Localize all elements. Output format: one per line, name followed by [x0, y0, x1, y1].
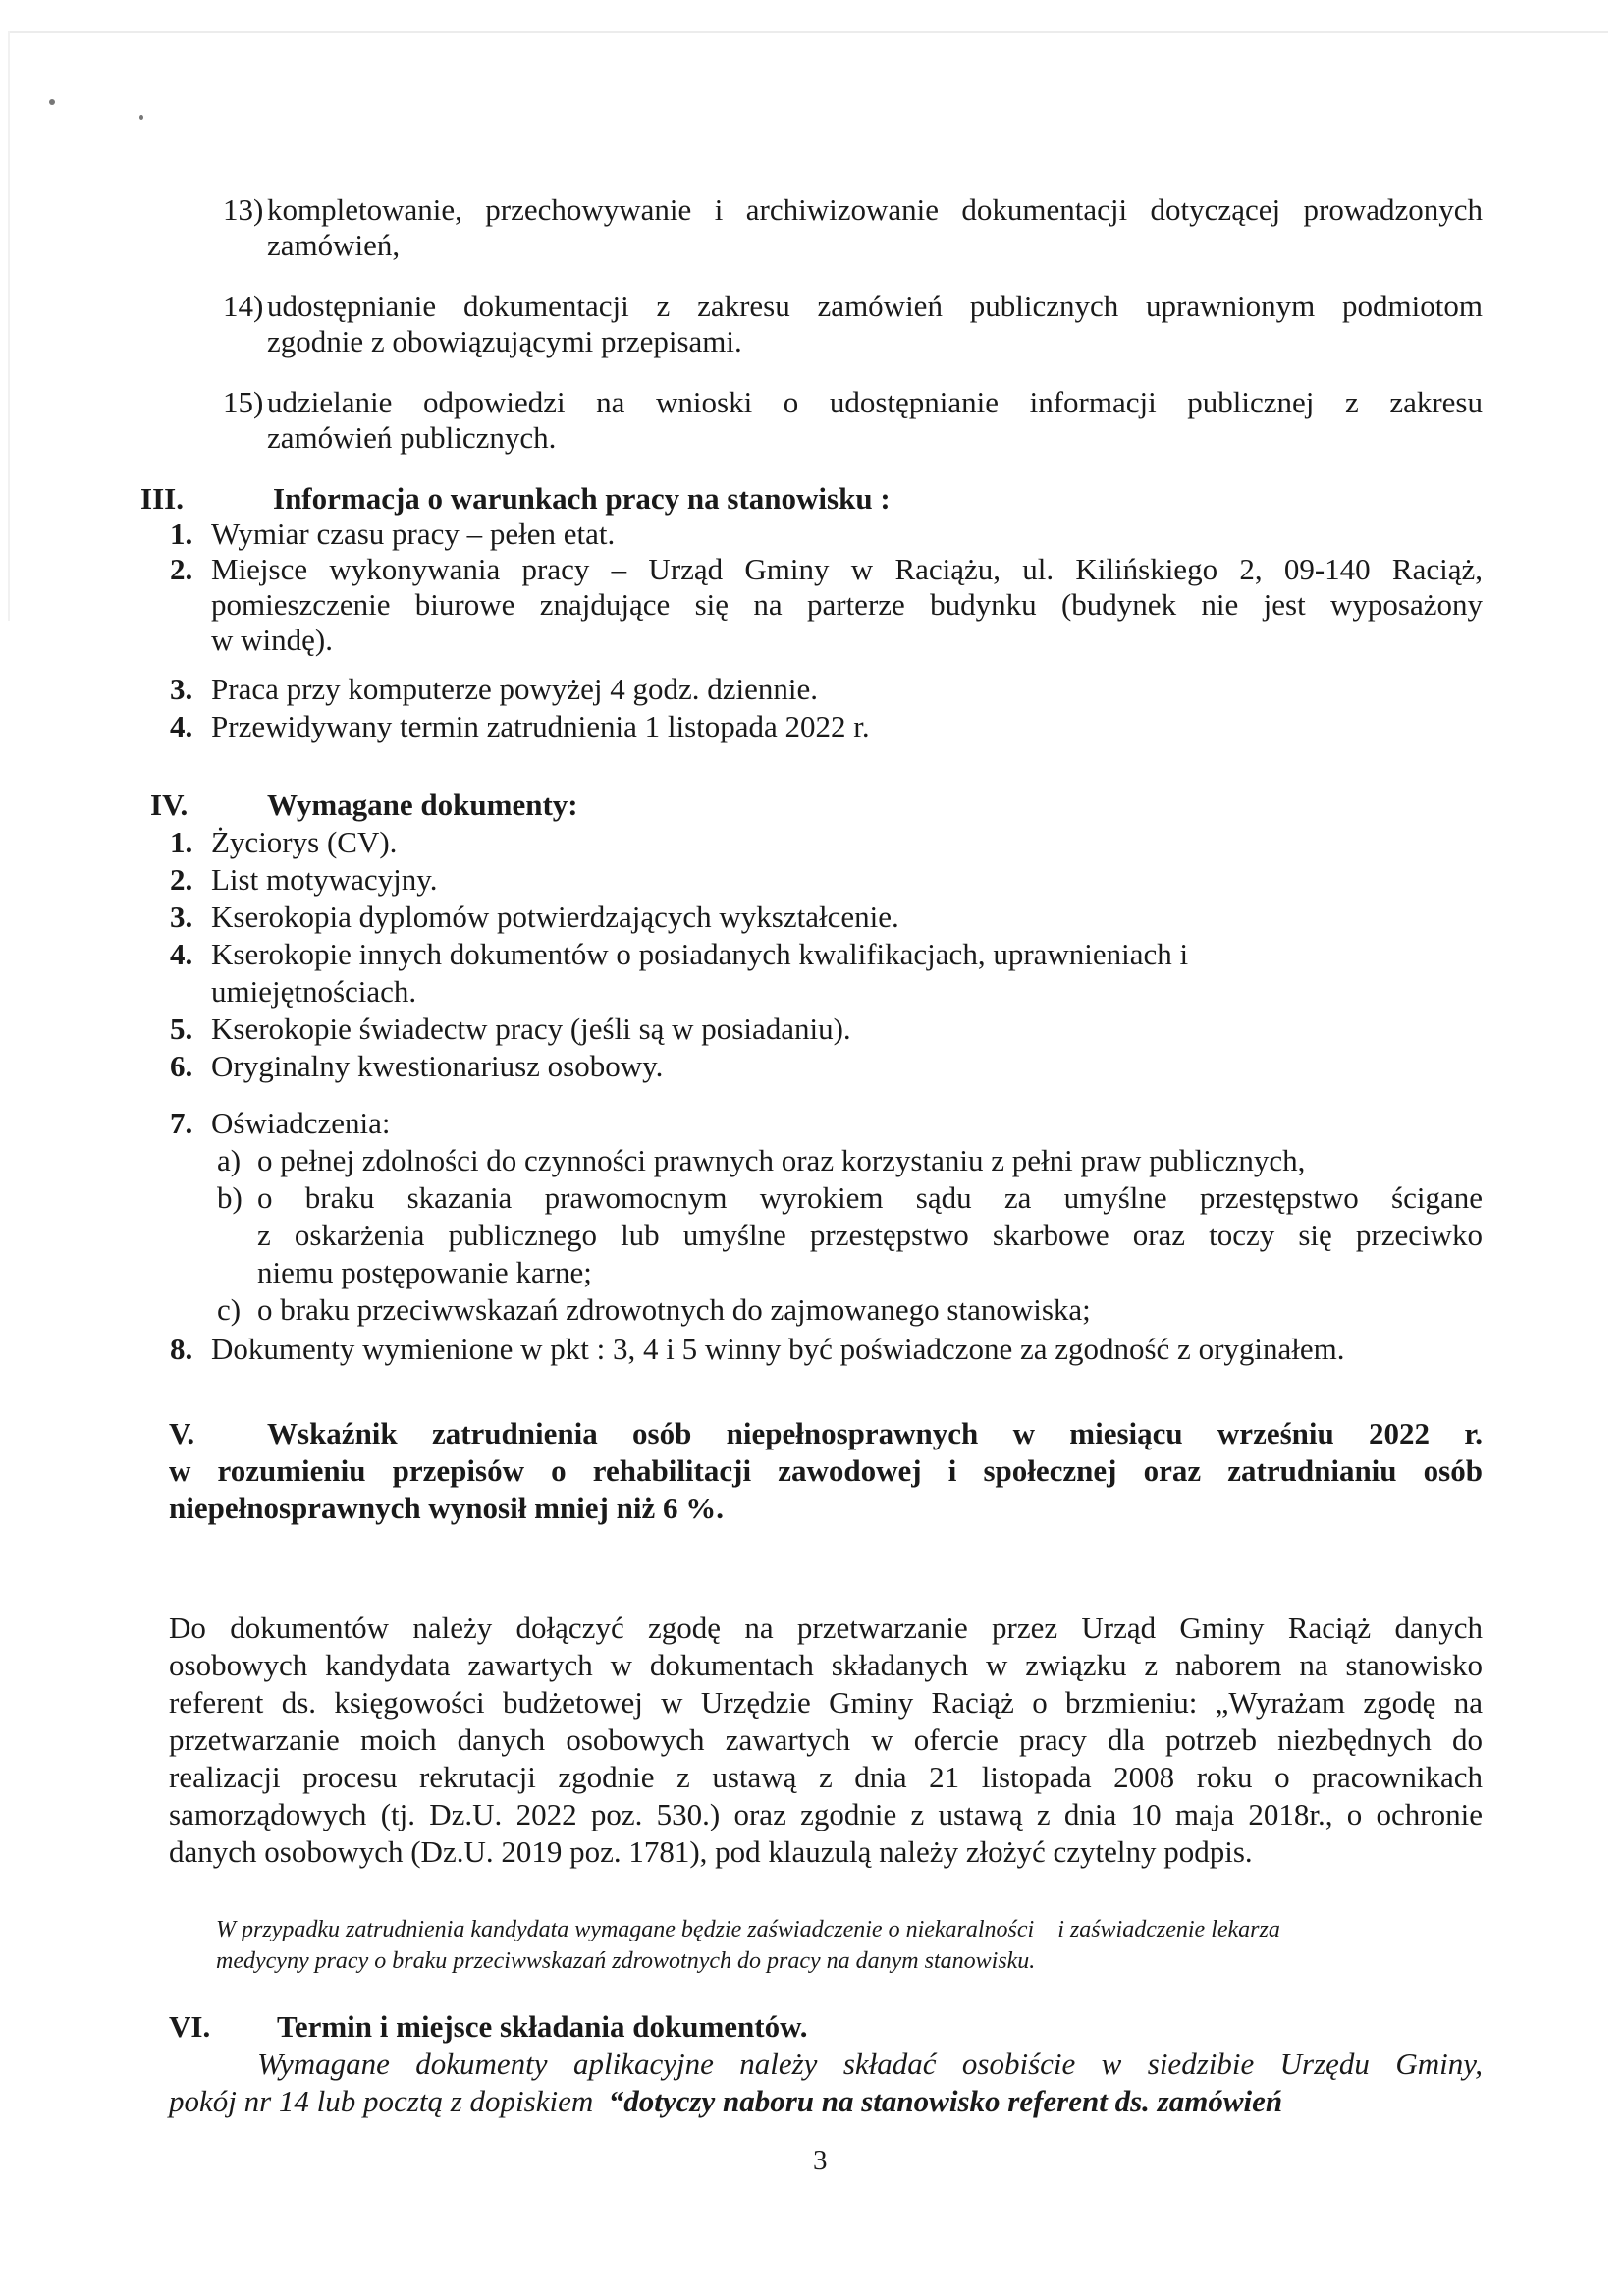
list-marker: 2. [170, 552, 193, 586]
list-item-text: Życiorys (CV). [211, 825, 398, 859]
paragraph-line: osobowych kandydata zawartych w dokumentach składanych w związku z naborem na stanowisko [169, 1648, 1483, 1682]
section-title: Termin i miejsce składania dokumentów. [277, 2009, 808, 2044]
scan-page-edge-left [8, 31, 10, 621]
plain-text: pokój nr 14 lub pocztą z dopiskiem [169, 2084, 609, 2118]
sub-list-item-text: o braku przeciwwskazań zdrowotnych do zajmowanego stanowiska; [257, 1292, 1091, 1327]
list-marker: 6. [170, 1049, 193, 1083]
list-item-text: Kserokopie innych dokumentów o posiadanych kwalifikacjach, uprawnieniach i [211, 937, 1189, 971]
list-item-text: Dokumenty wymienione w pkt : 3, 4 i 5 winny być poświadczone za zgodność z oryginałem. [211, 1332, 1345, 1366]
sub-list-marker: c) [217, 1292, 242, 1327]
paragraph-line: danych osobowych (Dz.U. 2019 poz. 1781), pod klauzulą należy złożyć czytelny podpis. [169, 1834, 1253, 1869]
list-item-text: w windę). [211, 623, 333, 657]
list-item-text: Wymiar czasu pracy – pełen etat. [211, 517, 616, 551]
section-numeral: III. [140, 481, 184, 516]
list-item-text: zamówień publicznych. [267, 420, 557, 455]
list-marker: 13) [223, 192, 264, 227]
list-item-text: kompletowanie, przechowywanie i archiwizowanie dokumentacji dotyczącej prowadzonych [267, 192, 1483, 227]
section-numeral: VI. [169, 2009, 211, 2044]
list-item-text: udostępnianie dokumentacji z zakresu zamówień publicznych uprawnionym podmiotom [267, 289, 1483, 323]
scan-speck [49, 99, 55, 105]
page-number: 3 [813, 2145, 828, 2176]
list-marker: 1. [170, 825, 193, 859]
list-item-text: umiejętnościach. [211, 974, 417, 1009]
list-marker: 5. [170, 1011, 193, 1046]
emphasized-text: “dotyczy naboru na stanowisko referent ds. zamówień [608, 2084, 1283, 2118]
section-numeral: IV. [150, 788, 189, 822]
list-item-text: Praca przy komputerze powyżej 4 godz. dziennie. [211, 672, 819, 706]
list-item-text: Przewidywany termin zatrudnienia 1 listopada 2022 r. [211, 709, 870, 743]
paragraph-line: Do dokumentów należy dołączyć zgodę na przetwarzanie przez Urząd Gminy Raciąż danych [169, 1611, 1483, 1645]
list-item-text: udzielanie odpowiedzi na wnioski o udostępnianie informacji publicznej z zakresu [267, 385, 1483, 419]
sub-list-item-text: z oskarżenia publicznego lub umyślne przestępstwo skarbowe oraz toczy się przeciwko [257, 1218, 1483, 1252]
list-item-text: Oryginalny kwestionariusz osobowy. [211, 1049, 664, 1083]
list-marker: 3. [170, 672, 193, 706]
paragraph-line: realizacji procesu rekrutacji zgodnie z ustawą z dnia 21 listopada 2008 roku o pracownikach [169, 1760, 1483, 1794]
sub-list-item-text: o braku skazania prawomocnym wyrokiem sądu za umyślne przestępstwo ścigane [257, 1180, 1483, 1215]
scan-speck [139, 115, 143, 120]
section-text: niepełnosprawnych wynosił mniej niż 6 %. [169, 1491, 724, 1525]
section-text: Wymagane dokumenty aplikacyjne należy składać osobiście w siedzibie Urzędu Gminy, [257, 2047, 1483, 2081]
list-item-text: Miejsce wykonywania pracy – Urząd Gminy w Raciążu, ul. Kilińskiego 2, 09-140 Raciąż, [211, 552, 1483, 586]
sub-list-item-text: o pełnej zdolności do czynności prawnych oraz korzystaniu z pełni praw publicznych, [257, 1143, 1306, 1177]
list-marker: 1. [170, 517, 193, 551]
list-item-text: List motywacyjny. [211, 862, 438, 897]
section-numeral: V. [169, 1416, 195, 1450]
list-item-text: zgodnie z obowiązującymi przepisami. [267, 324, 742, 358]
section-text [169, 2084, 1483, 2119]
list-marker: 4. [170, 937, 193, 971]
section-title: Wymagane dokumenty: [267, 788, 578, 822]
list-marker: 3. [170, 900, 193, 934]
list-item-text: Kserokopie świadectw pracy (jeśli są w posiadaniu). [211, 1011, 851, 1046]
list-item-text: Oświadczenia: [211, 1106, 391, 1140]
list-marker: 8. [170, 1332, 193, 1366]
list-item-text: zamówień, [267, 228, 401, 262]
note-line: medycyny pracy o braku przeciwwskazań zdrowotnych do pracy na danym stanowisku. [216, 1948, 1036, 1974]
paragraph-line: przetwarzanie moich danych osobowych zawartych w ofercie pracy dla potrzeb niezbędnych do [169, 1722, 1483, 1757]
list-item-text: pomieszczenie biurowe znajdujące się na parterze budynku (budynek nie jest wyposażony [211, 587, 1483, 622]
list-item-text: Kserokopia dyplomów potwierdzających wykształcenie. [211, 900, 899, 934]
section-text: w rozumieniu przepisów o rehabilitacji zawodowej i społecznej oraz zatrudnianiu osób [169, 1453, 1483, 1488]
list-marker: 7. [170, 1106, 193, 1140]
section-title: Informacja o warunkach pracy na stanowisku : [273, 481, 891, 516]
list-marker: 15) [223, 385, 264, 419]
sub-list-marker: b) [217, 1180, 243, 1215]
scan-page-edge [8, 31, 1608, 33]
sub-list-item-text: niemu postępowanie karne; [257, 1255, 592, 1289]
list-marker: 14) [223, 289, 264, 323]
sub-list-marker: a) [217, 1143, 242, 1177]
section-text: Wskaźnik zatrudnienia osób niepełnosprawnych w miesiącu wrześniu 2022 r. [267, 1416, 1483, 1450]
paragraph-line: samorządowych (tj. Dz.U. 2022 poz. 530.) oraz zgodnie z ustawą z dnia 10 maja 2018r., o ochronie [169, 1797, 1483, 1831]
note-line: W przypadku zatrudnienia kandydata wymagane będzie zaświadczenie o niekaralności i zaświadczenie lekarza [216, 1917, 1280, 1942]
list-marker: 4. [170, 709, 193, 743]
list-marker: 2. [170, 862, 193, 897]
paragraph-line: referent ds. księgowości budżetowej w Urzędzie Gminy Raciąż o brzmieniu: „Wyrażam zgodę na [169, 1685, 1483, 1720]
